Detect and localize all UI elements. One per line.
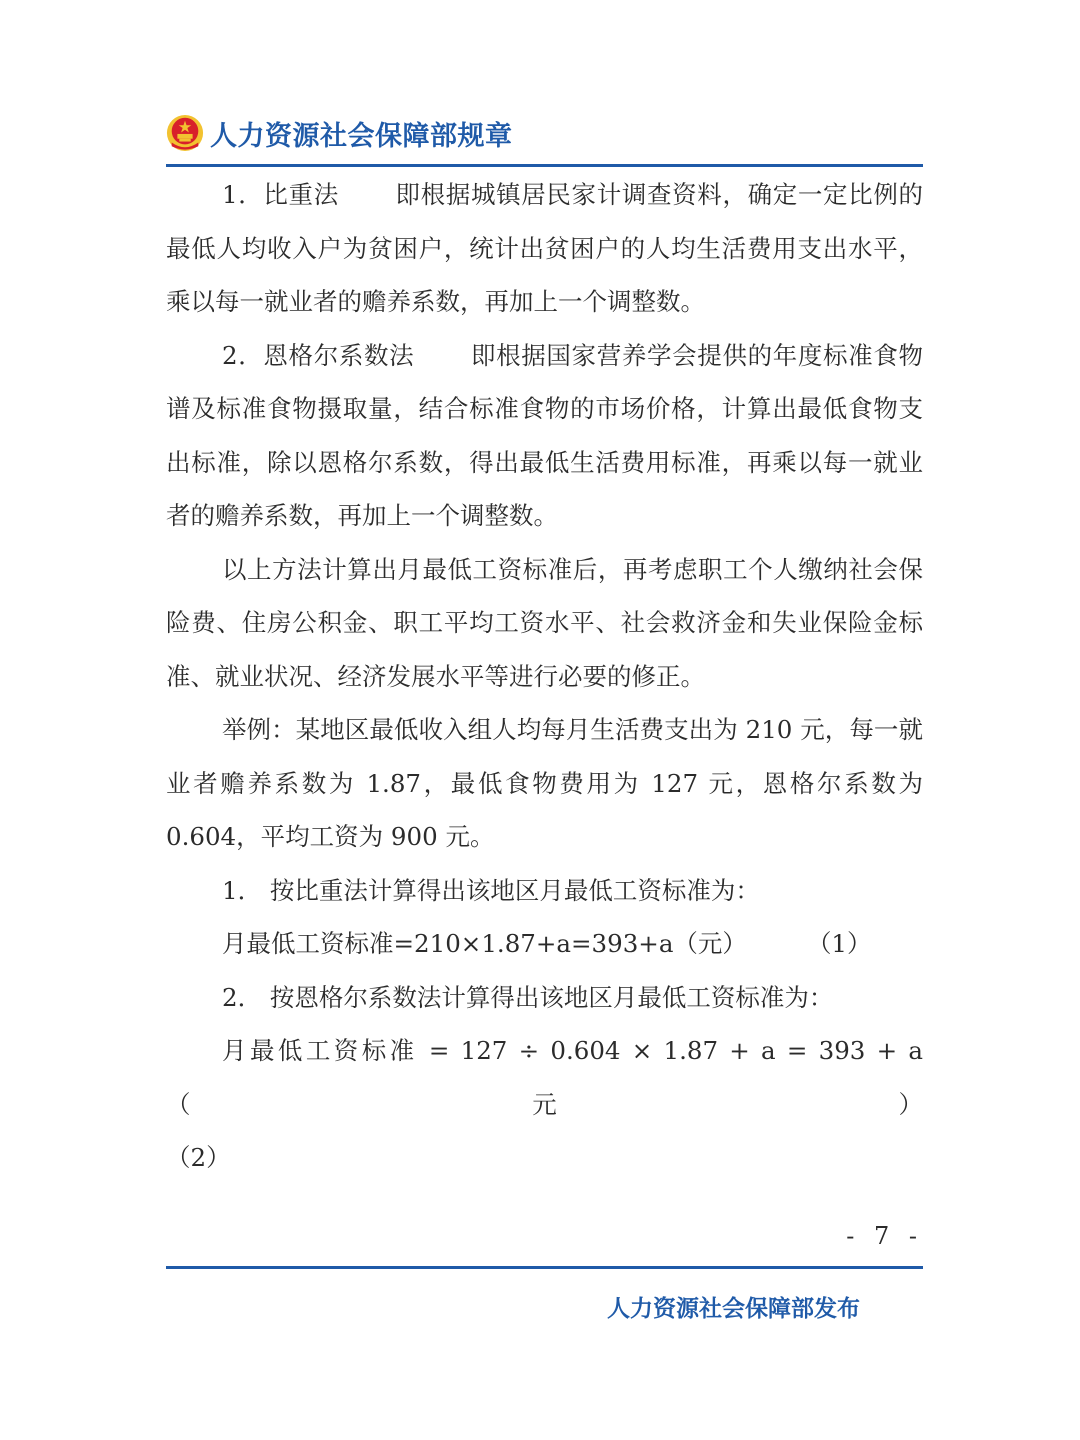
calc-step-1: 1． 按比重法计算得出该地区月最低工资标准为： xyxy=(222,875,760,905)
example-paragraph: 举例：某地区最低收入组人均每月生活费支出为 210 元，每一就业者赡养系数为 1.87，最低食物费用为 127 元，恩格尔系数为 0.604，平均工资为 900 元。 xyxy=(166,715,923,851)
method-1-title: 1．比重法 xyxy=(222,180,339,209)
header-title: 人力资源社会保障部规章 xyxy=(210,120,513,152)
document-body xyxy=(166,168,923,1185)
page-header xyxy=(166,108,923,158)
calc-step-2: 2． 按恩格尔系数法计算得出该地区月最低工资标准为： xyxy=(222,982,834,1012)
method-2-paragraph xyxy=(166,329,923,543)
adjustment-paragraph: 以上方法计算出月最低工资标准后，再考虑职工个人缴纳社会保险费、住房公积金、职工平均工资水平、社会救济金和失业保险金标准、就业状况、经济发展水平等进行必要的修正。 xyxy=(166,554,923,691)
formula-2-number: （2） xyxy=(166,1143,231,1172)
formula-1-number: （1） xyxy=(806,929,872,958)
formula-2: 月最低工资标准 = 127 ÷ 0.604 × 1.87 + a = 393 + a （元） xyxy=(166,1036,923,1119)
method-1-paragraph xyxy=(166,168,923,329)
method-2-text: 即根据国家营养学会提供的年度标准食物谱及标准食物摄取量，结合标准食物的市场价格，计算出最低食物支出标准，除以恩格尔系数，得出最低生活费用标准，再乘以每一就业者的赡养系数，再加上一个调整数。 xyxy=(166,340,923,530)
footer-publisher: 人力资源社会保障部发布 xyxy=(607,1296,860,1322)
header-divider xyxy=(166,164,923,167)
method-2-title: 2．恩格尔系数法 xyxy=(222,340,415,370)
formula-1: 月最低工资标准=210×1.87+a=393+a（元） xyxy=(222,929,747,958)
method-1-text: 即根据城镇居民家计调查资料，确定一定比例的最低人均收入户为贫困户，统计出贫困户的人均生活费用支出水平，乘以每一就业者的赡养系数，再加上一个调整数。 xyxy=(166,180,923,316)
formula-1-line xyxy=(166,917,923,971)
page-number: - 7 - xyxy=(846,1222,923,1250)
national-emblem-icon xyxy=(166,114,204,152)
footer-divider xyxy=(166,1266,923,1269)
